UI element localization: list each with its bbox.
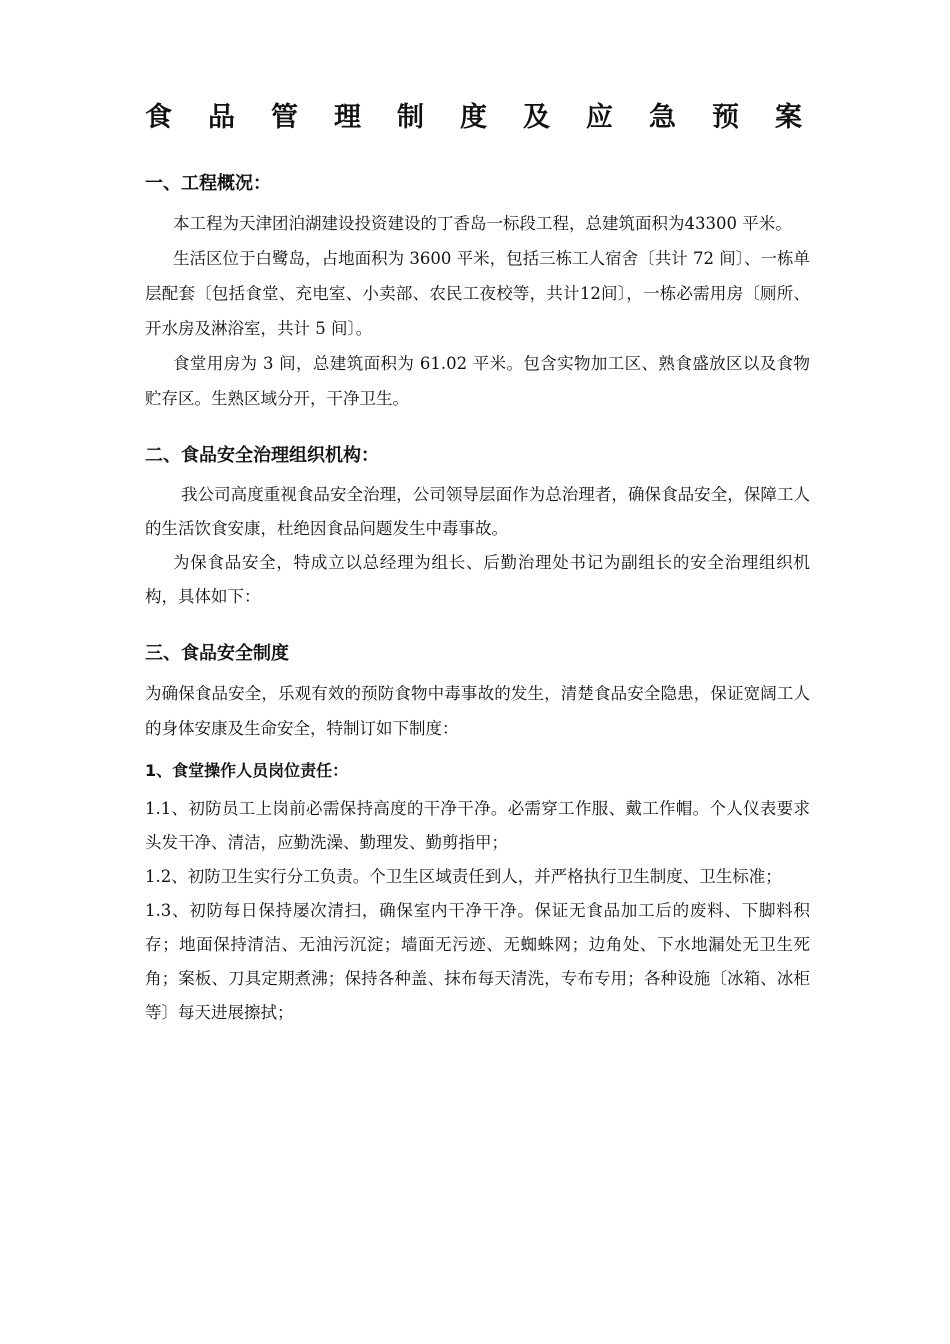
- list-item: 1.1、初防员工上岗前必需保持高度的干净干净。必需穿工作服、戴工作帽。个人仪表要求头发干净、清洁，应勤洗澡、勤理发、勤剪指甲；: [145, 799, 810, 852]
- paragraph: 生活区位于白鹭岛，占地面积为 3600 平米，包括三栋工人宿舍〔共计 72 间〕、一栋单层配套〔包括食堂、充电室、小卖部、农民工夜校等，共计12间〕，一栋必需用房〔厕所、开水房及淋浴室，共计 5 间〕。: [145, 249, 810, 338]
- section-heading: 三、食品安全制度: [145, 643, 289, 664]
- paragraph: 我公司高度重视食品安全治理，公司领导层面作为总治理者，确保食品安全，保障工人的生活饮食安康，杜绝因食品问题发生中毒事故。: [145, 485, 810, 538]
- section-organization: [145, 442, 810, 614]
- section-heading: 一、工程概况：: [145, 173, 271, 194]
- document-title: 食品管理制度及应急预案: [145, 102, 838, 133]
- paragraph: 食堂用房为 3 间，总建筑面积为 61.02 平米。包含实物加工区、熟食盛放区以及食物贮存区。生熟区域分开，干净卫生。: [145, 354, 810, 408]
- list-item: 1.2、初防卫生实行分工负责。个卫生区域责任到人，并严格执行卫生制度、卫生标准；: [145, 867, 782, 886]
- paragraph: 本工程为天津团泊湖建设投资建设的丁香岛一标段工程，总建筑面积为43300 平米。: [173, 214, 792, 233]
- section-project-overview: [145, 170, 810, 416]
- paragraph: 为保食品安全，特成立以总经理为组长、后勤治理处书记为副组长的安全治理组织机构，具体如下：: [145, 553, 810, 606]
- section-food-safety-rules: [145, 640, 810, 1030]
- section-heading: 二、食品安全治理组织机构：: [145, 445, 379, 466]
- section-intro: 为确保食品安全，乐观有效的预防食物中毒事故的发生，清楚食品安全隐患，保证宽阔工人的身体安康及生命安全，特制订如下制度：: [145, 684, 810, 738]
- subsection-heading: 1、食堂操作人员岗位责任：: [145, 761, 349, 780]
- list-item: 1.3、初防每日保持屡次清扫，确保室内干净干净。保证无食品加工后的废料、下脚料积存；地面保持清洁、无油污沉淀；墙面无污迹、无蜘蛛网；边角处、下水地漏处无卫生死角；案板、刀具定期煮沸；保持各种盖、抹布每天清洗，专布专用；各种设施〔冰箱、冰柜等〕每天进展擦拭；: [145, 901, 810, 1022]
